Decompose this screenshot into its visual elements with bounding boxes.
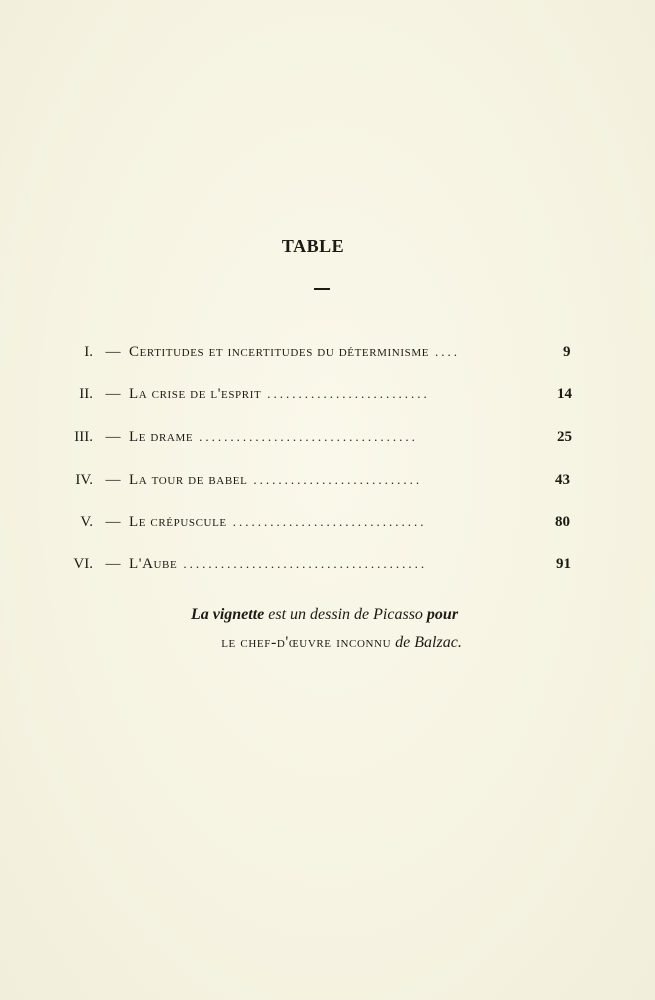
chapter-title: Certitudes et incertitudes du déterminisme	[129, 344, 430, 360]
chapter-dash: —	[105, 514, 121, 530]
chapter-title: Le crépuscule	[129, 514, 227, 530]
dot-leader: ...........................	[253, 472, 423, 487]
page-title: TABLE	[281, 236, 345, 256]
chapter-dash: —	[105, 386, 121, 402]
chapter-dash: —	[105, 344, 121, 360]
chapter-number: IV.	[75, 472, 93, 488]
work-author: Balzac.	[414, 634, 462, 651]
toc-entry	[0, 514, 655, 544]
vignette-note-line2	[14, 634, 655, 652]
toc-entry	[0, 386, 655, 416]
vignette-label: La vignette	[190, 606, 265, 623]
chapter-title: La crise de l'esprit	[129, 386, 262, 402]
vignette-credit: est un dessin de Picasso	[268, 606, 423, 623]
chapter-number: II.	[79, 386, 93, 402]
dot-leader: ..........................	[267, 386, 430, 401]
dot-leader: ...................................	[199, 429, 418, 444]
chapter-line	[129, 344, 537, 361]
vignette-for: pour	[426, 606, 459, 623]
dot-leader: ...............................	[232, 514, 427, 529]
toc-entry	[0, 344, 655, 374]
chapter-number: VI.	[73, 556, 93, 572]
chapter-line	[129, 556, 537, 573]
chapter-number: I.	[84, 344, 93, 360]
toc-entry	[0, 429, 655, 459]
chapter-page: 43	[555, 472, 570, 488]
work-by: de	[395, 634, 411, 651]
chapter-dash: —	[105, 429, 121, 445]
chapter-page: 91	[556, 556, 571, 572]
vignette-note-line1	[0, 606, 652, 624]
chapter-page: 9	[563, 344, 571, 360]
chapter-dash: —	[105, 472, 121, 488]
chapter-line	[129, 429, 537, 446]
chapter-page: 14	[557, 386, 572, 402]
chapter-dash: —	[105, 556, 121, 572]
chapter-page: 25	[557, 429, 572, 445]
chapter-number: V.	[80, 514, 93, 530]
title-rule	[314, 288, 330, 290]
chapter-line	[129, 472, 537, 489]
dot-leader: ....	[435, 344, 461, 359]
toc-entry	[0, 472, 655, 502]
chapter-line	[129, 386, 537, 403]
chapter-line	[129, 514, 537, 531]
chapter-number: III.	[74, 429, 93, 445]
chapter-title: La tour de babel	[129, 472, 248, 488]
work-title: le chef-d'œuvre inconnu	[221, 634, 392, 651]
chapter-title: L'Aube	[129, 556, 178, 572]
toc-entry	[0, 556, 655, 586]
chapter-title: Le drame	[129, 429, 194, 445]
chapter-page: 80	[555, 514, 570, 530]
dot-leader: .......................................	[183, 556, 428, 571]
